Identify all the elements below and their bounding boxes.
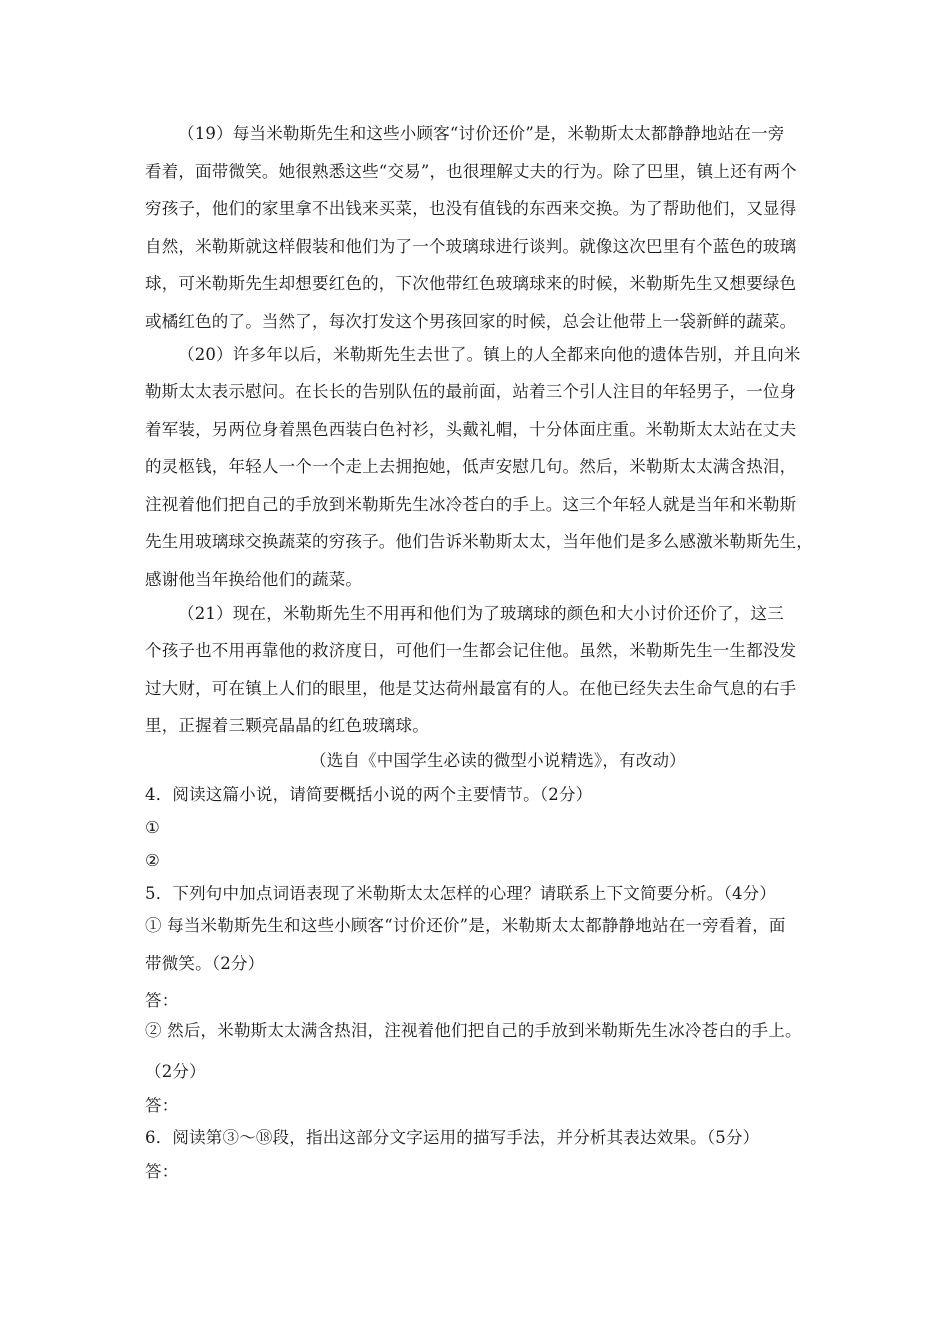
paragraph-19-line-1: （19）每当米勒斯先生和这些小顾客“讨价还价”是，米勒斯太太都静静地站在一旁 — [178, 124, 785, 143]
question-5-item-2-line-2: （2分） — [145, 1062, 206, 1081]
question-6-answer: 答： — [145, 1162, 179, 1181]
question-5-item-1-answer: 答： — [145, 991, 179, 1010]
question-5-item-1-line-2: 带微笑。（2分） — [145, 954, 265, 973]
paragraph-20-line-6: 先生用玻璃球交换蔬菜的穷孩子。他们告诉米勒斯太太，当年他们是多么感激米勒斯先生， — [145, 532, 813, 551]
paragraph-21-line-4: 里，正握着三颗亮晶晶的红色玻璃球。 — [145, 716, 429, 735]
question-4-answer-1: ① — [145, 818, 160, 837]
question-5-item-2-line-1: ② 然后，米勒斯太太满含热泪，注视着他们把自己的手放到米勒斯先生冰冷苍白的手上。 — [145, 1021, 802, 1040]
paragraph-20-line-4: 的灵柩钱，年轻人一个一个走上去拥抱她，低声安慰几句。然后，米勒斯太太满含热泪， — [145, 457, 797, 476]
paragraph-20-line-7: 感谢他当年换给他们的蔬菜。 — [145, 570, 363, 589]
paragraph-19-line-2: 看着，面带微笑。她很熟悉这些“交易”，也很理解丈夫的行为。除了巴里，镇上还有两个 — [145, 162, 797, 181]
question-4: 4．阅读这篇小说，请简要概括小说的两个主要情节。（2分） — [145, 785, 593, 804]
paragraph-21-line-2: 个孩子也不用再靠他的救济度日，可他们一生都会记住他。虽然，米勒斯先生一生都没发 — [145, 641, 797, 660]
question-6: 6．阅读第③～⑱段，指出这部分文字运用的描写手法，并分析其表达效果。（5分） — [145, 1128, 760, 1147]
paragraph-19-line-4: 自然，米勒斯就这样假装和他们为了一个玻璃球进行谈判。就像这次巴里有个蓝色的玻璃 — [145, 237, 797, 256]
question-5-item-2-answer: 答： — [145, 1096, 179, 1115]
article-source: （选自《中国学生必读的微型小说精选》，有改动） — [310, 751, 686, 770]
paragraph-19-line-5: 球，可米勒斯先生却想要红色的，下次他带红色玻璃球来的时候，米勒斯先生又想要绿色 — [145, 274, 797, 293]
paragraph-20-line-2: 勒斯太太表示慰问。在长长的告别队伍的最前面，站着三个引人注目的年轻男子，一位身 — [145, 382, 797, 401]
paragraph-20-line-5: 注视着他们把自己的手放到米勒斯先生冰冷苍白的手上。这三个年轻人就是当年和米勒斯 — [145, 495, 797, 514]
paragraph-20-line-1: （20）许多年以后，米勒斯先生去世了。镇上的人全都来向他的遗体告别，并且向米 — [178, 345, 801, 364]
paragraph-21-line-1: （21）现在，米勒斯先生不用再和他们为了玻璃球的颜色和大小讨价还价了，这三 — [178, 604, 784, 623]
question-4-answer-2: ② — [145, 851, 160, 870]
question-5: 5．下列句中加点词语表现了米勒斯太太怎样的心理？请联系上下文简要分析。（4分） — [145, 884, 777, 903]
paragraph-21-line-3: 过大财，可在镇上人们的眼里，他是艾达荷州最富有的人。在他已经失去生命气息的右手 — [145, 679, 797, 698]
paragraph-19-line-3: 穷孩子，他们的家里拿不出钱来买菜，也没有值钱的东西来交换。为了帮助他们，又显得 — [145, 199, 797, 218]
paragraph-20-line-3: 着军装，另两位身着黑色西装白色衬衫，头戴礼帽，十分体面庄重。米勒斯太太站在丈夫 — [145, 420, 797, 439]
paragraph-19-line-6: 或橘红色的了。当然了，每次打发这个男孩回家的时候，总会让他带上一袋新鲜的蔬菜。 — [145, 312, 797, 331]
question-5-item-1-line-1: ① 每当米勒斯先生和这些小顾客“讨价还价”是，米勒斯太太都静静地站在一旁看着，面 — [145, 916, 786, 935]
